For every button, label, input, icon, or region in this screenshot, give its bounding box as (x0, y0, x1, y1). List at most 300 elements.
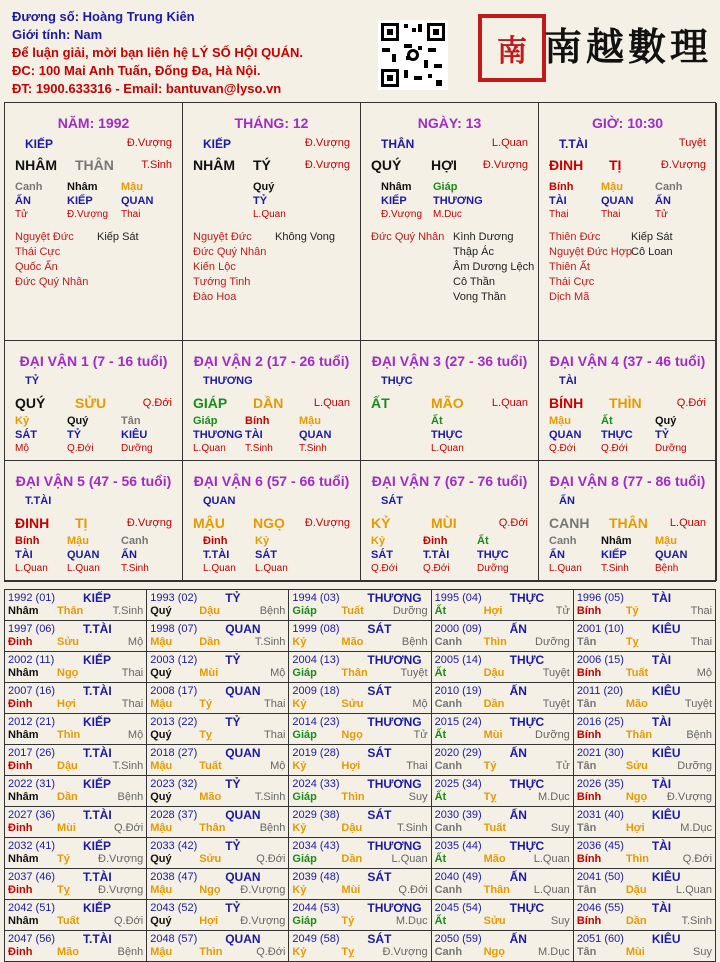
year-stem: Ất (434, 915, 447, 927)
pillar-god-phase: Đ.Vượng (126, 137, 172, 149)
year-god: QUAN (225, 870, 261, 884)
pillar-god: KIẾP (25, 137, 54, 151)
year-stem: Tân (576, 822, 597, 834)
hidden-god: THỰC (477, 549, 509, 561)
year-god: THƯƠNG (367, 715, 422, 729)
year-cell (289, 745, 431, 775)
hidden-god: SÁT (15, 429, 37, 441)
year-stem: Ất (434, 729, 447, 741)
pillar-stem: QUÝ (371, 157, 402, 173)
year-phase: T.Sinh (397, 822, 428, 834)
year-phase: Thai (690, 605, 713, 617)
year-stem: Đinh (8, 946, 33, 958)
year-label: 2015 (24) (434, 716, 482, 728)
year-label: 2025 (34) (434, 778, 482, 790)
year-branch: Sửu (199, 853, 222, 865)
year-cell (432, 807, 574, 837)
gender-value: Nam (73, 27, 103, 42)
year-cell (574, 683, 715, 713)
hidden-stem: Nhâm (601, 535, 632, 547)
hidden-stem: Tân (121, 415, 141, 427)
dai-van-cell (539, 341, 717, 461)
year-god: TỶ (225, 653, 241, 667)
hidden-stem: Bính (549, 181, 574, 193)
year-god: T.TÀI (83, 684, 112, 698)
year-cell (5, 776, 147, 806)
year-branch: Thìn (57, 729, 81, 741)
hidden-phase: Mộ (15, 443, 29, 454)
year-phase: Bệnh (401, 636, 428, 648)
year-phase: Bệnh (117, 946, 144, 958)
hidden-phase: L.Quan (431, 443, 464, 454)
hidden-stem: Giáp (433, 181, 458, 193)
year-label: 2000 (09) (434, 623, 482, 635)
year-cell (574, 931, 715, 961)
year-stem: Tân (576, 884, 597, 896)
hidden-god: QUAN (67, 549, 100, 561)
pillar-title: NGÀY: 13 (417, 115, 482, 131)
year-branch: Thân (57, 605, 84, 617)
year-phase: Q.Đới (256, 853, 286, 865)
year-stem: Mậu (150, 636, 173, 648)
year-cell (289, 652, 431, 682)
year-row (5, 590, 715, 621)
year-phase: Dưỡng (535, 636, 570, 648)
hidden-god: KIẾP (381, 195, 407, 207)
year-label: 2041 (50) (576, 871, 624, 883)
pillar-cell (183, 103, 361, 341)
pillar-cell (361, 103, 539, 341)
year-label: 2048 (57) (150, 933, 198, 945)
year-stem: Tân (576, 760, 597, 772)
year-branch: Thìn (199, 946, 223, 958)
year-phase: Tuyệt (542, 667, 570, 679)
year-stem: Kỷ (292, 698, 307, 710)
year-stem: Giáp (292, 729, 317, 741)
pillar-cell (5, 103, 183, 341)
hidden-phase: Dưỡng (655, 443, 687, 454)
pillar-title: GIỜ: 10:30 (591, 115, 664, 131)
year-phase: Tử (413, 729, 428, 741)
year-phase: Mộ (696, 667, 713, 679)
year-label: 1999 (08) (292, 623, 340, 635)
year-cell (5, 714, 147, 744)
year-stem: Quý (150, 853, 172, 865)
hidden-phase: T.Sinh (601, 563, 629, 574)
year-branch: Thìn (625, 853, 650, 865)
year-cell (574, 745, 715, 775)
year-phase: Suy (550, 915, 570, 927)
year-label: 2044 (53) (292, 902, 340, 914)
year-label: 1997 (06) (8, 623, 56, 635)
year-god: TÀI (651, 653, 672, 667)
year-cell (289, 621, 431, 651)
year-row (5, 683, 715, 714)
year-stem: Mậu (150, 698, 173, 710)
hidden-god: THƯƠNG (433, 195, 483, 207)
year-cell (5, 652, 147, 682)
dai-van-god: TÀI (559, 375, 577, 387)
star-left: Thiên Ất (549, 261, 590, 273)
year-stem: Bính (576, 605, 602, 617)
year-branch: Hợi (57, 698, 76, 710)
year-label: 2003 (12) (150, 654, 198, 666)
year-stem: Quý (150, 605, 172, 617)
year-god: QUAN (225, 932, 261, 946)
year-label: 2040 (49) (434, 871, 482, 883)
year-label: 1994 (03) (292, 592, 340, 604)
year-stem: Kỷ (292, 884, 307, 896)
year-label: 2032 (41) (8, 840, 56, 852)
year-label: 2039 (48) (292, 871, 340, 883)
year-phase: Q.Đới (113, 822, 144, 834)
year-god: TỶ (225, 591, 241, 605)
hidden-phase: Q.Đới (67, 443, 94, 454)
hidden-phase: Q.Đới (371, 563, 398, 574)
dai-van-phase: L.Quan (491, 397, 528, 409)
year-branch: Ngọ (57, 667, 79, 679)
year-label: 2033 (42) (150, 840, 198, 852)
year-stem: Canh (434, 636, 463, 648)
year-stem: Đinh (8, 636, 33, 648)
year-god: ẤN (509, 622, 527, 636)
year-branch: Tỵ (57, 884, 70, 896)
year-phase: Thai (264, 729, 286, 741)
star-left: Thiên Đức (549, 231, 601, 243)
year-god: THỰC (509, 777, 545, 791)
year-phase: M.Dục (538, 791, 570, 803)
year-god: QUAN (225, 622, 261, 636)
year-label: 2008 (17) (150, 685, 198, 697)
pillar-branch: HỢI (431, 157, 457, 173)
star-right: Vong Thần (453, 291, 507, 303)
star-right: Cô Loan (631, 246, 673, 258)
year-god: SÁT (367, 808, 392, 822)
year-god: KIÊU (651, 622, 681, 636)
hidden-phase: T.Sinh (245, 443, 273, 454)
hidden-god: ẤN (549, 549, 565, 561)
hidden-stem: Mậu (655, 535, 677, 547)
year-branch: Tý (483, 760, 497, 772)
pillar-god-phase: L.Quan (491, 137, 528, 149)
dai-van-title: ĐẠI VẬN 6 (57 - 66 tuổi) (193, 473, 350, 489)
dai-van-stem: QUÝ (15, 395, 46, 411)
year-label: 2011 (20) (576, 685, 624, 697)
dai-van-stem: GIÁP (193, 395, 228, 411)
year-phase: L.Quan (391, 853, 428, 865)
year-cell (147, 621, 289, 651)
hidden-stem: Canh (15, 181, 43, 193)
year-god: SÁT (367, 870, 392, 884)
year-stem: Giáp (292, 791, 317, 803)
year-branch: Mão (341, 636, 364, 648)
year-phase: Tử (555, 760, 570, 772)
year-branch: Thìn (341, 791, 365, 803)
year-branch: Sửu (57, 636, 80, 648)
hidden-god: T.TÀI (423, 549, 450, 561)
year-cell (574, 621, 715, 651)
hidden-god: QUAN (549, 429, 582, 441)
star-right: Không Vong (275, 231, 335, 243)
year-branch: Dần (57, 791, 78, 803)
year-phase: Bệnh (259, 605, 286, 617)
year-god: QUAN (225, 808, 261, 822)
year-stem: Mậu (150, 884, 173, 896)
year-branch: Hợi (199, 915, 219, 927)
phone-email-line: ĐT: 1900.633316 - Email: bantuvan@lyso.vn (12, 81, 282, 96)
hidden-phase: Đ.Vượng (67, 209, 109, 220)
star-left: Nguyệt Đức Hợp (549, 246, 633, 258)
year-stem: Ất (434, 791, 447, 803)
year-cell (289, 590, 431, 620)
year-cell (432, 745, 574, 775)
hidden-stem: Quý (253, 181, 275, 193)
year-branch: Thân (625, 729, 653, 741)
year-branch: Dần (625, 915, 647, 927)
year-stem: Giáp (292, 853, 317, 865)
year-phase: Thai (264, 698, 286, 710)
year-stem: Tân (576, 946, 597, 958)
pillar-branch: TỊ (609, 157, 622, 173)
year-label: 2022 (31) (8, 778, 56, 790)
year-label: 2037 (46) (8, 871, 56, 883)
year-stem: Kỷ (292, 760, 307, 772)
year-god: QUAN (225, 684, 261, 698)
year-branch: Tỵ (341, 946, 355, 958)
year-phase: Thai (121, 698, 144, 710)
year-branch: Tỵ (199, 729, 213, 741)
year-label: 1996 (05) (576, 592, 624, 604)
year-phase: L.Quan (675, 884, 713, 896)
year-god: KIÊU (651, 684, 681, 698)
year-branch: Dậu (483, 667, 505, 679)
pillar-god: KIẾP (203, 137, 232, 151)
year-stem: Ất (434, 853, 447, 865)
year-branch: Sửu (341, 698, 364, 710)
hidden-phase: L.Quan (255, 563, 288, 574)
year-god: THƯƠNG (367, 901, 422, 915)
year-branch: Thân (341, 667, 368, 679)
pillar-god-phase: Tuyệt (678, 137, 706, 149)
year-phase: Tuyệt (684, 698, 713, 710)
year-label: 2014 (23) (292, 716, 340, 728)
year-god: SÁT (367, 746, 392, 760)
year-branch: Mùi (483, 729, 503, 741)
year-branch: Thân (483, 884, 510, 896)
year-phase: Dưỡng (677, 760, 713, 772)
pillar-branch-phase: Đ.Vượng (482, 159, 528, 171)
hidden-stem: Giáp (193, 415, 218, 427)
year-branch: Mão (483, 853, 506, 865)
year-branch: Tuất (625, 667, 649, 679)
hidden-phase: Tử (655, 209, 668, 220)
year-stem: Quý (150, 915, 172, 927)
star-right: Kiếp Sát (97, 231, 139, 243)
hidden-stem: Quý (655, 415, 677, 427)
dai-van-branch: MÙI (431, 515, 457, 531)
hidden-god: QUAN (121, 195, 154, 207)
dai-van-branch: MÃO (431, 395, 464, 411)
dai-van-stem: CANH (549, 515, 590, 531)
year-cell (432, 652, 574, 682)
year-cell (147, 683, 289, 713)
year-stem: Bính (576, 915, 602, 927)
hidden-god: TỶ (655, 429, 670, 441)
dai-van-title: ĐẠI VẬN 1 (7 - 16 tuổi) (19, 353, 168, 369)
year-phase: Đ.Vượng (240, 884, 286, 896)
year-god: TÀI (651, 777, 672, 791)
hidden-god: KIÊU (121, 429, 148, 441)
year-god: KIẾP (83, 839, 112, 853)
year-cell (5, 745, 147, 775)
hidden-phase: Dưỡng (121, 443, 153, 454)
year-god: KIẾP (83, 653, 112, 667)
year-label: 2017 (26) (8, 747, 56, 759)
dai-van-god: THỰC (381, 375, 413, 387)
year-god: THƯƠNG (367, 653, 422, 667)
year-stem: Đinh (8, 822, 33, 834)
year-cell (289, 683, 431, 713)
year-cell (289, 869, 431, 899)
hidden-phase: L.Quan (193, 443, 226, 454)
year-branch: Tý (341, 915, 355, 927)
pillar-branch-phase: Đ.Vượng (304, 159, 350, 171)
year-row (5, 869, 715, 900)
year-label: 2009 (18) (292, 685, 340, 697)
year-branch: Hợi (483, 605, 503, 617)
hidden-stem: Bính (245, 415, 270, 427)
dai-van-phase: L.Quan (669, 517, 706, 529)
year-branch: Thân (199, 822, 226, 834)
year-phase: Suy (693, 946, 713, 958)
year-phase: Q.Đới (398, 884, 428, 896)
star-left: Đức Quý Nhân (371, 231, 445, 243)
year-label: 2030 (39) (434, 809, 482, 821)
year-cell (289, 900, 431, 930)
dai-van-god: THƯƠNG (203, 375, 253, 387)
year-row (5, 931, 715, 961)
year-cell (432, 869, 574, 899)
hidden-god: TỶ (67, 429, 82, 441)
year-label: 2047 (56) (8, 933, 56, 945)
year-label: 2027 (36) (8, 809, 56, 821)
year-label: 2012 (21) (8, 716, 56, 728)
year-label: 2031 (40) (576, 809, 624, 821)
year-branch: Dậu (341, 822, 363, 834)
hidden-phase: L.Quan (15, 563, 48, 574)
year-stem: Quý (150, 667, 172, 679)
year-god: TÀI (651, 591, 672, 605)
year-cell (574, 807, 715, 837)
dai-van-branch: DẦN (253, 395, 284, 411)
year-branch: Tỵ (483, 791, 497, 803)
year-phase: Mộ (412, 698, 428, 710)
hidden-god: T.TÀI (203, 549, 230, 561)
year-branch: Dậu (625, 884, 647, 896)
pillar-stem: NHÂM (15, 157, 57, 173)
hidden-god: THỰC (431, 429, 463, 441)
dai-van-phase: L.Quan (313, 397, 350, 409)
year-phase: Thai (690, 636, 713, 648)
year-label: 2036 (45) (576, 840, 624, 852)
year-god: T.TÀI (83, 808, 112, 822)
year-cell (574, 590, 715, 620)
year-god: T.TÀI (83, 622, 112, 636)
dai-van-phase: Đ.Vượng (126, 517, 172, 529)
year-god: KIẾP (83, 777, 112, 791)
year-cell (289, 931, 431, 961)
year-cell (574, 838, 715, 868)
star-left: Nguyệt Đức (15, 231, 74, 243)
year-stem: Bính (576, 667, 602, 679)
year-label: 2050 (59) (434, 933, 482, 945)
year-label: 2010 (19) (434, 685, 482, 697)
year-phase: Tuyệt (400, 667, 428, 679)
year-stem: Canh (434, 884, 463, 896)
year-god: KIÊU (651, 808, 681, 822)
hidden-stem: Mậu (121, 181, 143, 193)
year-god: ẤN (509, 746, 527, 760)
year-stem: Kỷ (292, 946, 307, 958)
year-label: 2038 (47) (150, 871, 198, 883)
year-god: THỰC (509, 653, 545, 667)
year-phase: Suy (550, 822, 570, 834)
year-stem: Mậu (150, 822, 173, 834)
year-branch: Ngọ (625, 791, 648, 803)
dai-van-phase: Q.Đới (676, 397, 706, 409)
hidden-phase: Đ.Vượng (381, 209, 423, 220)
year-phase: Bệnh (686, 729, 713, 741)
year-stem: Nhâm (8, 729, 39, 741)
year-phase: M.Dục (395, 915, 428, 927)
year-phase: Mộ (127, 636, 144, 648)
dai-van-phase: Đ.Vượng (304, 517, 350, 529)
year-cell (574, 714, 715, 744)
year-god: KIÊU (651, 932, 681, 946)
year-row (5, 900, 715, 931)
year-stem: Đinh (8, 884, 33, 896)
year-branch: Ngọ (341, 729, 363, 741)
dai-van-cell (361, 341, 539, 461)
year-god: TỶ (225, 901, 241, 915)
year-branch: Mùi (625, 946, 645, 958)
hidden-god: SÁT (255, 549, 277, 561)
year-god: T.TÀI (83, 746, 112, 760)
hidden-stem: Ất (601, 415, 613, 427)
year-phase: Mộ (270, 760, 286, 772)
dai-van-cell (539, 461, 717, 581)
year-phase: Dưỡng (392, 605, 428, 617)
dai-van-stem: MẬU (193, 515, 225, 531)
year-phase: Bệnh (117, 791, 144, 803)
year-phase: M.Dục (680, 822, 713, 834)
year-cell (432, 900, 574, 930)
year-cell (147, 776, 289, 806)
year-label: 2019 (28) (292, 747, 340, 759)
year-branch: Dần (483, 698, 505, 710)
year-god: KIẾP (83, 901, 112, 915)
dai-van-title: ĐẠI VẬN 2 (17 - 26 tuổi) (193, 353, 350, 369)
year-stem: Nhâm (8, 605, 39, 617)
year-branch: Mão (625, 698, 648, 710)
year-row (5, 838, 715, 869)
qr-code-icon[interactable] (378, 20, 448, 90)
star-right: Cô Thần (453, 276, 495, 288)
year-phase: Q.Đới (113, 915, 144, 927)
year-stem: Ất (434, 667, 447, 679)
dai-van-title: ĐẠI VẬN 7 (67 - 76 tuổi) (371, 473, 528, 489)
yearly-table (4, 589, 716, 962)
